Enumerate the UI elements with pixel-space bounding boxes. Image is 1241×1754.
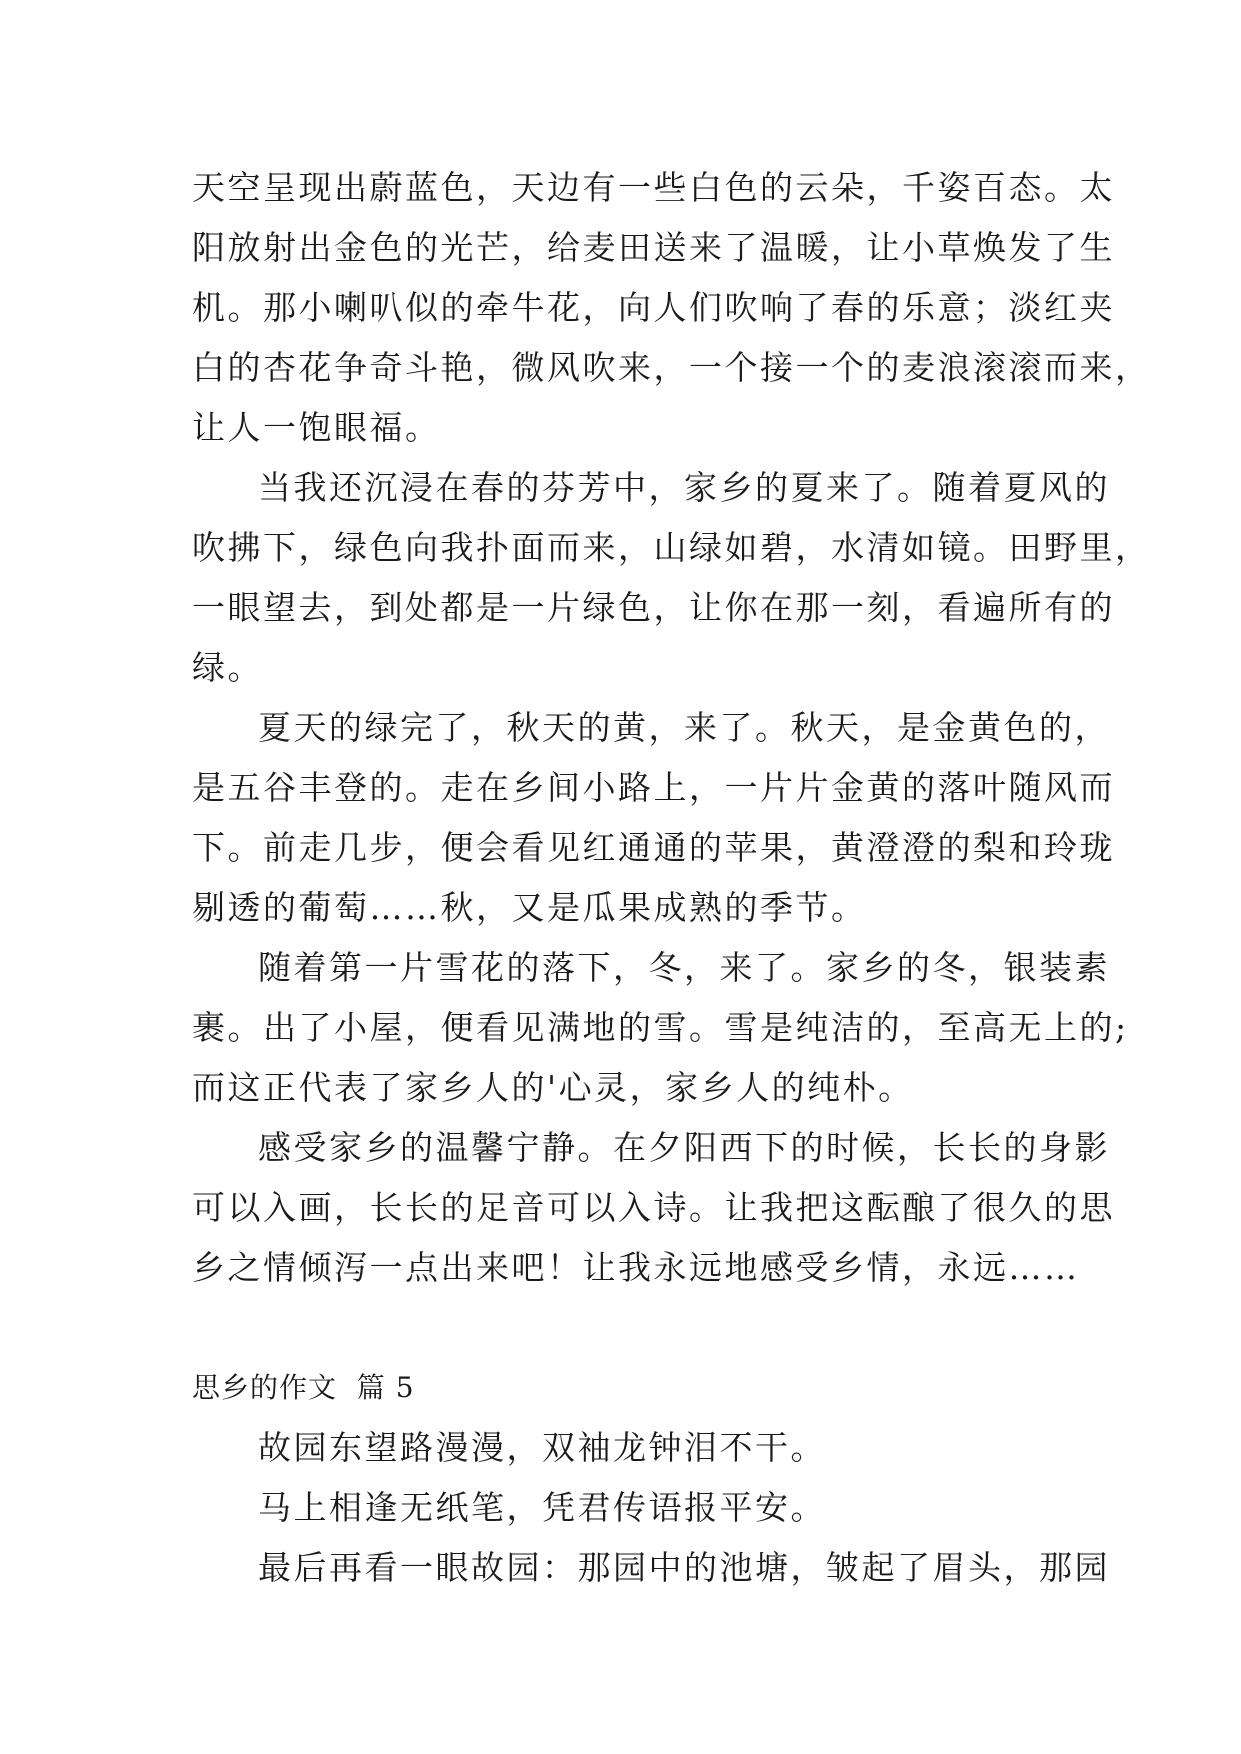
text-line: 白的杏花争奇斗艳，微风吹来，一个接一个的麦浪滚滚而来， [192,348,1151,387]
paragraph [192,1118,1115,1298]
paragraph [192,938,1129,1118]
paragraph [192,458,1151,698]
document-page [192,158,1151,1598]
text-line: 下。前走几步，便会看见红通通的苹果，黄澄澄的梨和玲珑 [192,828,1115,867]
poem-line: 马上相逢无纸笔，凭君传语报平安。 [258,1488,826,1527]
text-line: 阳放射出金色的光芒，给麦田送来了温暖，让小草焕发了生 [192,228,1115,267]
paragraph [192,698,1115,938]
paragraph [192,158,1151,458]
text-line: 机。那小喇叭似的牵牛花，向人们吹响了春的乐意；淡红夹 [192,288,1115,327]
text-line: 吹拂下，绿色向我扑面而来，山绿如碧，水清如镜。田野里， [192,528,1151,567]
text-line: 绿。 [192,648,263,687]
text-line: 天空呈现出蔚蓝色，天边有一些白色的云朵，千姿百态。太 [192,168,1115,207]
text-line: 夏天的绿完了，秋天的黄，来了。秋天，是金黄色的， [258,708,1110,747]
text-line: 可以入画，长长的足音可以入诗。让我把这酝酿了很久的思 [192,1188,1115,1227]
text-line: 感受家乡的温馨宁静。在夕阳西下的时候，长长的身影 [258,1128,1110,1167]
text-line: 裹。出了小屋，便看见满地的雪。雪是纯洁的，至高无上的; [192,1008,1129,1047]
text-line: 而这正代表了家乡人的'心灵，家乡人的纯朴。 [192,1068,914,1107]
text-line: 让人一饱眼福。 [192,408,441,447]
text-line: 剔透的葡萄……秋，又是瓜果成熟的季节。 [192,888,867,927]
poem [192,1418,1110,1598]
poem-line: 故园东望路漫漫，双袖龙钟泪不干。 [258,1428,826,1467]
text-line: 一眼望去，到处都是一片绿色，让你在那一刻，看遍所有的 [192,588,1115,627]
text-line: 当我还沉浸在春的芬芳中，家乡的夏来了。随着夏风的 [258,468,1110,507]
text-line: 最后再看一眼故园：那园中的池塘，皱起了眉头，那园 [258,1548,1110,1587]
text-line: 乡之情倾泻一点出来吧！让我永远地感受乡情，永远…… [192,1248,1080,1287]
text-line: 是五谷丰登的。走在乡间小路上，一片片金黄的落叶随风而 [192,768,1115,807]
text-line: 随着第一片雪花的落下，冬，来了。家乡的冬，银装素 [258,948,1110,987]
section-spacer [192,1298,1054,1358]
section-heading: 思乡的作文 篇 5 [192,1371,415,1404]
